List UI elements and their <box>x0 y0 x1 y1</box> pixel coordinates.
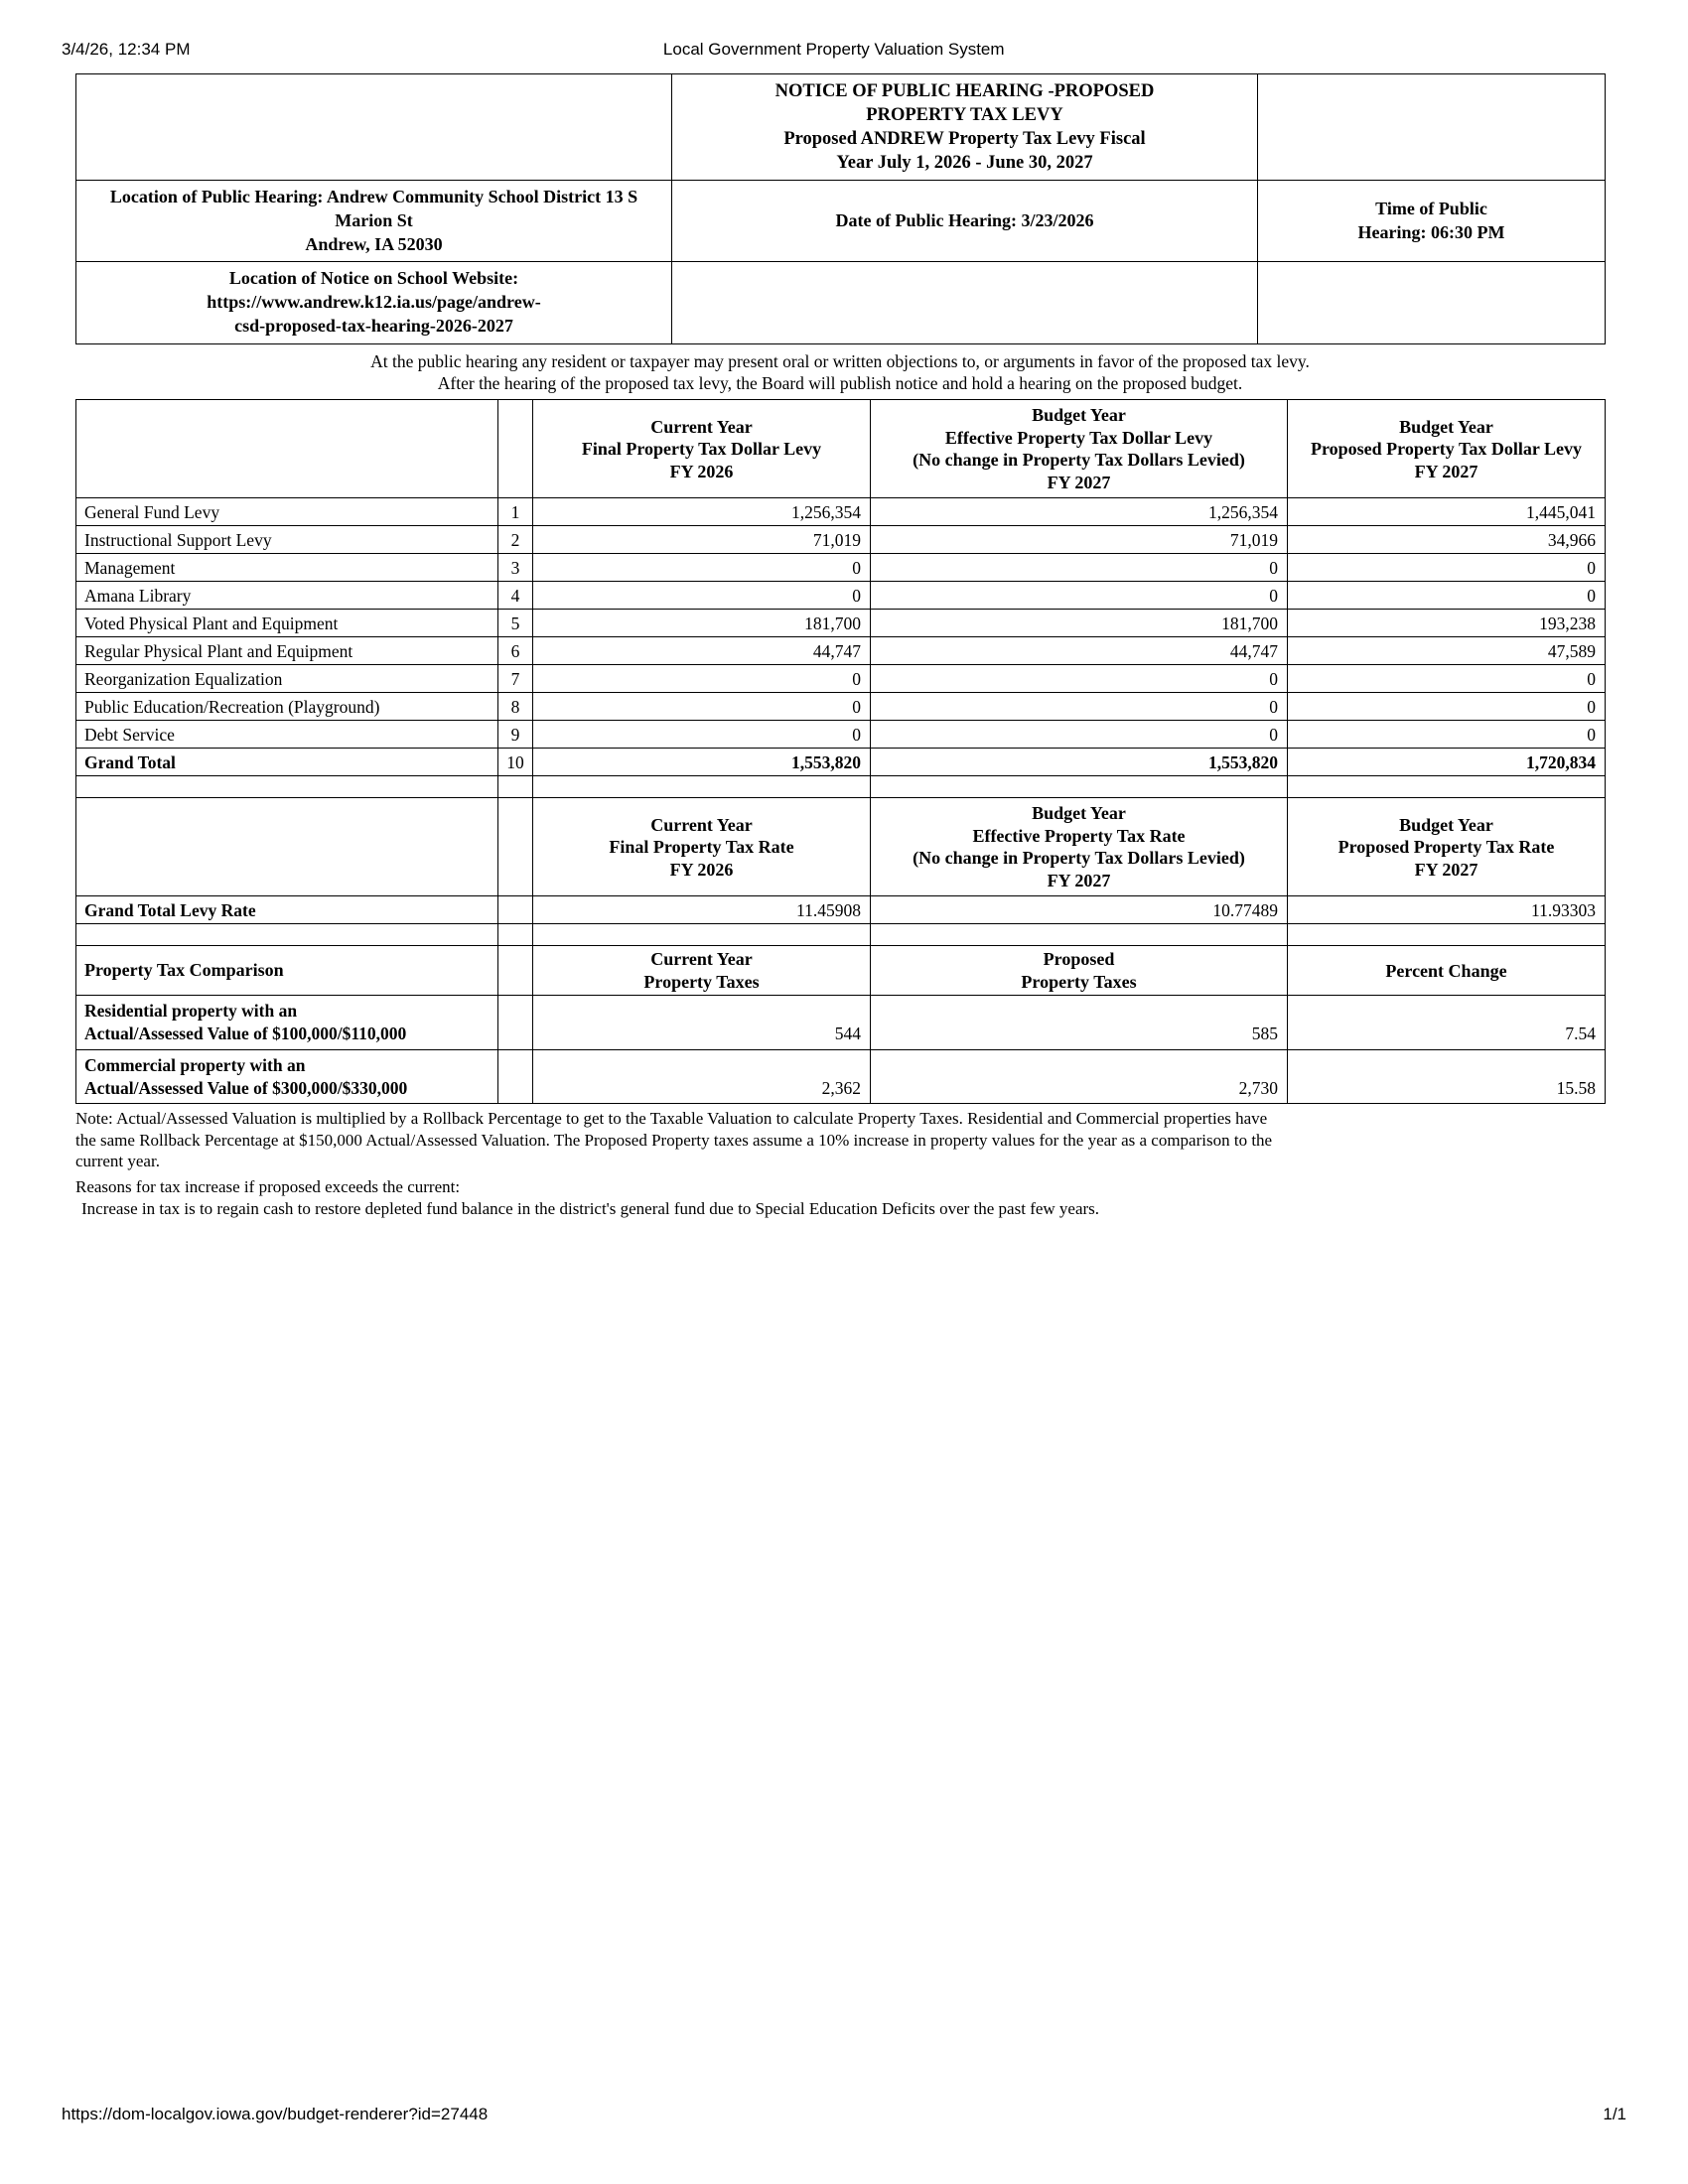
comparison-commercial-num-blank <box>498 1049 533 1104</box>
notice-blank-cell-2 <box>672 262 1258 343</box>
levy-row-current: 0 <box>533 693 871 721</box>
levy-row-number: 7 <box>498 665 533 693</box>
table-row <box>76 665 1606 693</box>
levy-row-number: 1 <box>498 498 533 526</box>
levy-rate-effective: 10.77489 <box>871 896 1288 924</box>
notice-title-row <box>76 74 1606 181</box>
levy-row-effective: 0 <box>871 693 1288 721</box>
levy-row-effective: 0 <box>871 665 1288 693</box>
rollback-note-line3: current year. <box>75 1151 160 1170</box>
rate-hdr-c3-l1: Budget Year <box>1399 814 1493 835</box>
levy-row-proposed: 193,238 <box>1288 610 1606 637</box>
comparison-header-num-blank <box>498 946 533 996</box>
hearing-location-line1: Location of Public Hearing: Andrew Community School District 13 S Marion St <box>109 187 638 230</box>
levy-rate-number <box>498 896 533 924</box>
levy-row-label: Voted Physical Plant and Equipment <box>76 610 498 637</box>
comparison-row-commercial <box>76 1049 1606 1104</box>
levy-row-effective: 44,747 <box>871 637 1288 665</box>
levy-row-number: 2 <box>498 526 533 554</box>
table-row <box>76 693 1606 721</box>
rollback-note-line1: Note: Actual/Assessed Valuation is multiplied by a Rollback Percentage to get to the Taxable Valuation to calculate Property Taxes. Residential and Commercial properties have <box>75 1109 1268 1129</box>
levy-hdr-c2-l3: (No change in Property Tax Dollars Levied) <box>913 450 1245 471</box>
levy-row-proposed: 0 <box>1288 693 1606 721</box>
levy-row-current: 0 <box>533 554 871 582</box>
levy-row-number: 4 <box>498 582 533 610</box>
levy-row-proposed: 0 <box>1288 582 1606 610</box>
levy-row-proposed: 34,966 <box>1288 526 1606 554</box>
levy-row-number: 8 <box>498 693 533 721</box>
grand-total-effective: 1,553,820 <box>871 749 1288 776</box>
levy-rate-proposed: 11.93303 <box>1288 896 1606 924</box>
reasons-text: Increase in tax is to regain cash to restore depleted fund balance in the district's general fund due to Special Education Deficits over the past few years. <box>81 1198 1100 1218</box>
levy-row-label: Instructional Support Levy <box>76 526 498 554</box>
comparison-commercial-current: 2,362 <box>533 1049 871 1104</box>
spacer-cell <box>871 924 1288 946</box>
levy-header-blank <box>76 400 498 498</box>
rate-header-current-year <box>533 798 871 896</box>
cmp-com-l1: Commercial property with an <box>84 1054 306 1075</box>
table-row <box>76 721 1606 749</box>
table-spacer-row-1 <box>76 776 1606 798</box>
hearing-time-line2: Hearing: 06:30 PM <box>1357 221 1505 242</box>
levy-row-effective: 0 <box>871 582 1288 610</box>
rate-header-num-blank <box>498 798 533 896</box>
levy-hdr-c2-l2: Effective Property Tax Dollar Levy <box>944 427 1213 448</box>
hearing-location-line2: Andrew, IA 52030 <box>305 233 443 254</box>
levy-hdr-c2-l4: FY 2027 <box>1047 472 1111 492</box>
levy-hdr-c1-l2: Final Property Tax Dollar Levy <box>581 439 822 460</box>
grand-total-number: 10 <box>498 749 533 776</box>
table-row <box>76 610 1606 637</box>
levy-hdr-c3-l2: Proposed Property Tax Dollar Levy <box>1310 439 1582 460</box>
levy-row-effective: 0 <box>871 554 1288 582</box>
cmp-com-l2: Actual/Assessed Value of $300,000/$330,000 <box>84 1077 408 1098</box>
comparison-header-label: Property Tax Comparison <box>76 946 498 996</box>
levy-row-effective: 181,700 <box>871 610 1288 637</box>
notice-location-row <box>76 181 1606 262</box>
levy-row-current: 0 <box>533 721 871 749</box>
levy-row-effective: 0 <box>871 721 1288 749</box>
levy-header-row <box>76 400 1606 498</box>
notice-blank-cell-3 <box>1258 262 1606 343</box>
cmp-res-l1: Residential property with an <box>84 1001 298 1022</box>
comparison-label-commercial <box>76 1049 498 1104</box>
levy-row-proposed: 1,445,041 <box>1288 498 1606 526</box>
rate-hdr-c2-l2: Effective Property Tax Rate <box>972 825 1186 846</box>
grand-total-proposed: 1,720,834 <box>1288 749 1606 776</box>
comparison-commercial-percent: 15.58 <box>1288 1049 1606 1104</box>
comparison-label-residential <box>76 996 498 1050</box>
grand-total-label: Grand Total <box>76 749 498 776</box>
print-page-number: 1/1 <box>1603 2105 1626 2123</box>
notice-website-cell <box>76 262 672 343</box>
spacer-cell <box>1288 924 1606 946</box>
levy-header-effective <box>871 400 1288 498</box>
spacer-cell <box>1288 776 1606 798</box>
comparison-residential-percent: 7.54 <box>1288 996 1606 1050</box>
spacer-cell <box>498 776 533 798</box>
table-spacer-row-2 <box>76 924 1606 946</box>
levy-rate-current: 11.45908 <box>533 896 871 924</box>
levy-row-label: Public Education/Recreation (Playground) <box>76 693 498 721</box>
print-header <box>62 40 1626 60</box>
rate-hdr-c2-l1: Budget Year <box>1032 803 1126 824</box>
hearing-location-cell <box>76 181 672 262</box>
levy-row-current: 181,700 <box>533 610 871 637</box>
comparison-residential-current: 544 <box>533 996 871 1050</box>
levy-row-label: Debt Service <box>76 721 498 749</box>
spacer-cell <box>498 924 533 946</box>
comparison-residential-proposed: 585 <box>871 996 1288 1050</box>
levy-row-label: Management <box>76 554 498 582</box>
levy-row-current: 0 <box>533 582 871 610</box>
levy-hdr-c3-l3: FY 2027 <box>1414 461 1478 481</box>
footnotes-section <box>75 1108 1605 1218</box>
hearing-time-cell <box>1258 181 1606 262</box>
levy-row-effective: 71,019 <box>871 526 1288 554</box>
notice-title-line1: NOTICE OF PUBLIC HEARING -PROPOSED <box>774 81 1155 101</box>
notice-content <box>75 73 1605 1219</box>
levy-row-current: 71,019 <box>533 526 871 554</box>
rate-header-proposed <box>1288 798 1606 896</box>
notice-subtitle-line2: Year July 1, 2026 - June 30, 2027 <box>836 153 1093 174</box>
levy-row-effective: 1,256,354 <box>871 498 1288 526</box>
levy-hdr-c1-l1: Current Year <box>650 416 753 437</box>
notice-title-cell <box>672 74 1258 181</box>
levy-row-proposed: 0 <box>1288 721 1606 749</box>
levy-row-number: 6 <box>498 637 533 665</box>
rate-header-blank <box>76 798 498 896</box>
rate-hdr-c1-l2: Final Property Tax Rate <box>609 837 794 858</box>
grand-total-row <box>76 749 1606 776</box>
levy-hdr-c1-l3: FY 2026 <box>669 461 734 481</box>
spacer-cell <box>871 776 1288 798</box>
cmp-hdr-c1-l2: Property Taxes <box>643 971 760 992</box>
comparison-header-proposed <box>871 946 1288 996</box>
rate-hdr-c3-l2: Proposed Property Tax Rate <box>1337 837 1555 858</box>
notice-title-line2: PROPERTY TAX LEVY <box>866 105 1063 126</box>
hearing-note-line2: After the hearing of the proposed tax levy, the Board will publish notice and hold a hearing on the proposed budget. <box>437 373 1243 394</box>
notice-subtitle-line1: Proposed ANDREW Property Tax Levy Fiscal <box>783 129 1146 150</box>
notice-website-row <box>76 262 1606 343</box>
comparison-header-current <box>533 946 871 996</box>
notice-website-line1: Location of Notice on School Website: https://www.andrew.k12.ia.us/page/andrew- <box>207 268 541 313</box>
spacer-cell <box>76 924 498 946</box>
levy-row-label: General Fund Levy <box>76 498 498 526</box>
levy-header-num-blank <box>498 400 533 498</box>
levy-row-proposed: 47,589 <box>1288 637 1606 665</box>
hearing-time-line1: Time of Public <box>1375 199 1487 219</box>
levy-row-label: Amana Library <box>76 582 498 610</box>
grand-total-levy-rate-row <box>76 896 1606 924</box>
print-document-title: Local Government Property Valuation System <box>662 40 1005 59</box>
levy-row-number: 5 <box>498 610 533 637</box>
table-row <box>76 554 1606 582</box>
spacer-cell <box>76 776 498 798</box>
print-source-url: https://dom-localgov.iowa.gov/budget-renderer?id=27448 <box>62 2105 489 2123</box>
rate-hdr-c2-l3: (No change in Property Tax Dollars Levied) <box>913 848 1245 869</box>
levy-header-current-year <box>533 400 871 498</box>
levy-row-current: 1,256,354 <box>533 498 871 526</box>
levy-hdr-c2-l1: Budget Year <box>1032 405 1126 426</box>
levy-row-proposed: 0 <box>1288 665 1606 693</box>
levy-hdr-c3-l1: Budget Year <box>1399 416 1493 437</box>
hearing-note-paragraph <box>75 350 1605 395</box>
notice-website-line2: csd-proposed-tax-hearing-2026-2027 <box>234 315 513 336</box>
print-footer <box>62 2105 1626 2124</box>
grand-total-current: 1,553,820 <box>533 749 871 776</box>
cmp-hdr-c2-l1: Proposed <box>1043 949 1115 970</box>
print-timestamp: 3/4/26, 12:34 PM <box>62 40 191 59</box>
rate-hdr-c2-l4: FY 2027 <box>1047 870 1111 890</box>
levy-row-current: 44,747 <box>533 637 871 665</box>
reasons-label: Reasons for tax increase if proposed exceeds the current: <box>75 1176 461 1196</box>
rate-hdr-c1-l3: FY 2026 <box>669 859 734 880</box>
levy-header-proposed <box>1288 400 1606 498</box>
rate-hdr-c1-l1: Current Year <box>650 814 753 835</box>
rate-header-effective <box>871 798 1288 896</box>
levy-row-number: 9 <box>498 721 533 749</box>
cmp-res-l2: Actual/Assessed Value of $100,000/$110,000 <box>84 1024 407 1044</box>
comparison-residential-num-blank <box>498 996 533 1050</box>
comparison-row-residential <box>76 996 1606 1050</box>
rate-hdr-c3-l3: FY 2027 <box>1414 859 1478 880</box>
notice-blank-cell-right <box>1258 74 1606 181</box>
levy-row-proposed: 0 <box>1288 554 1606 582</box>
comparison-header-row <box>76 946 1606 996</box>
notice-header-table <box>75 73 1606 344</box>
spacer-cell <box>533 776 871 798</box>
spacer-cell <box>533 924 871 946</box>
levy-row-label: Reorganization Equalization <box>76 665 498 693</box>
levy-row-label: Regular Physical Plant and Equipment <box>76 637 498 665</box>
cmp-hdr-c2-l2: Property Taxes <box>1021 971 1137 992</box>
rate-header-row <box>76 798 1606 896</box>
levy-rate-label: Grand Total Levy Rate <box>76 896 498 924</box>
cmp-hdr-c1-l1: Current Year <box>650 949 753 970</box>
levy-row-number: 3 <box>498 554 533 582</box>
levy-row-current: 0 <box>533 665 871 693</box>
hearing-date-cell: Date of Public Hearing: 3/23/2026 <box>672 181 1258 262</box>
table-row <box>76 498 1606 526</box>
table-row <box>76 582 1606 610</box>
table-row <box>76 637 1606 665</box>
rollback-note-line2: the same Rollback Percentage at $150,000 Actual/Assessed Valuation. The Proposed Property taxes assume a 10% increase in property values for the year as a comparison to the <box>75 1130 1273 1150</box>
notice-blank-cell-left <box>76 74 672 181</box>
table-row <box>76 526 1606 554</box>
comparison-header-percent-change: Percent Change <box>1288 946 1606 996</box>
comparison-commercial-proposed: 2,730 <box>871 1049 1288 1104</box>
hearing-note-line1: At the public hearing any resident or taxpayer may present oral or written objections to, or arguments in favor of the proposed tax levy. <box>370 350 1310 371</box>
property-tax-levy-table <box>75 399 1606 1104</box>
